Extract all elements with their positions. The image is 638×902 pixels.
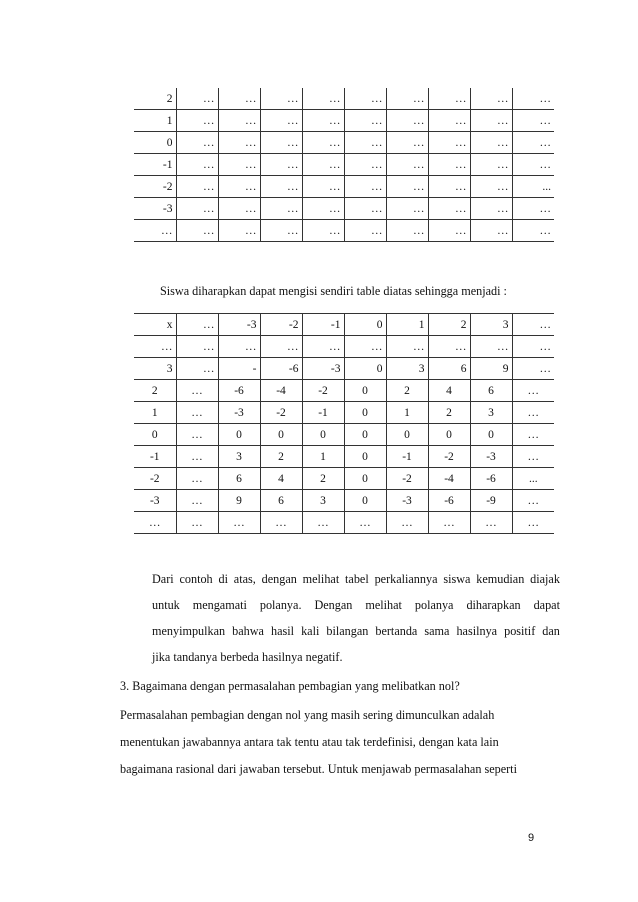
table-cell: … — [470, 220, 512, 242]
table-cell: -6 — [428, 490, 470, 512]
table-cell: 1 — [302, 446, 344, 468]
table-cell: … — [176, 490, 218, 512]
table-cell: … — [260, 176, 302, 198]
table-cell: -4 — [428, 468, 470, 490]
table-cell: 0 — [218, 424, 260, 446]
table-cell: … — [386, 154, 428, 176]
table-cell: … — [176, 424, 218, 446]
table-cell: … — [176, 110, 218, 132]
table-cell: 0 — [260, 424, 302, 446]
table-cell: … — [428, 336, 470, 358]
table-cell: … — [386, 220, 428, 242]
table-cell: -2 — [260, 314, 302, 336]
table-cell: … — [470, 198, 512, 220]
table-cell: … — [218, 132, 260, 154]
table-cell: 0 — [386, 424, 428, 446]
table-cell: 0 — [344, 314, 386, 336]
table-cell: -2 — [134, 176, 176, 198]
table-cell: -2 — [302, 380, 344, 402]
table-cell: … — [428, 132, 470, 154]
table-cell: … — [428, 154, 470, 176]
table-cell: … — [386, 512, 428, 534]
table-cell: … — [344, 132, 386, 154]
table-row — [134, 336, 554, 358]
paragraph1-line1: Dari contoh di atas, dengan melihat tabel perkaliannya siswa kemudian diajak — [152, 572, 560, 586]
table-cell: ... — [512, 468, 554, 490]
table-cell: 0 — [344, 380, 386, 402]
table-cell: … — [260, 220, 302, 242]
table-cell: … — [176, 336, 218, 358]
table-cell: … — [512, 314, 554, 336]
table-cell: 0 — [344, 490, 386, 512]
table-cell: … — [512, 154, 554, 176]
table-cell: … — [302, 88, 344, 110]
table-cell: … — [134, 220, 176, 242]
table-cell: … — [176, 220, 218, 242]
table-cell: … — [302, 512, 344, 534]
table-cell: … — [344, 88, 386, 110]
table-cell: 0 — [344, 468, 386, 490]
table-cell: … — [512, 380, 554, 402]
table-row — [134, 110, 554, 132]
table-cell: … — [218, 110, 260, 132]
table-cell: … — [218, 198, 260, 220]
question-3: 3. Bagaimana dengan permasalahan pembagian yang melibatkan nol? — [120, 679, 460, 693]
table-cell: 6 — [470, 380, 512, 402]
table-cell: -1 — [134, 446, 176, 468]
table-cell: 0 — [134, 424, 176, 446]
table-cell: 4 — [428, 380, 470, 402]
table-cell: … — [218, 88, 260, 110]
table-cell: … — [176, 198, 218, 220]
table-cell: … — [470, 154, 512, 176]
table-cell: 6 — [218, 468, 260, 490]
table-cell: 0 — [428, 424, 470, 446]
table-cell: -3 — [134, 490, 176, 512]
table-row — [134, 132, 554, 154]
table-cell: 2 — [260, 446, 302, 468]
table-row — [134, 380, 554, 402]
table-cell: 0 — [344, 424, 386, 446]
table-cell: -1 — [386, 446, 428, 468]
table-cell: 1 — [134, 402, 176, 424]
table-cell: … — [512, 198, 554, 220]
intro-line: Siswa diharapkan dapat mengisi sendiri table diatas sehingga menjadi : — [160, 284, 507, 298]
table-cell: x — [134, 314, 176, 336]
table-cell: … — [512, 358, 554, 380]
table-cell: … — [386, 198, 428, 220]
table-cell: … — [512, 132, 554, 154]
table-cell: 0 — [470, 424, 512, 446]
table-cell: … — [386, 132, 428, 154]
table-row — [134, 424, 554, 446]
table-cell: … — [344, 512, 386, 534]
table-cell: -2 — [260, 402, 302, 424]
table-cell: ... — [512, 176, 554, 198]
table-row — [134, 446, 554, 468]
table-cell: … — [134, 336, 176, 358]
table-cell: -2 — [386, 468, 428, 490]
table-row — [134, 88, 554, 110]
table-cell: … — [302, 154, 344, 176]
table-cell: 9 — [218, 490, 260, 512]
table-cell: 2 — [134, 380, 176, 402]
table-cell: … — [344, 154, 386, 176]
table-cell: … — [176, 446, 218, 468]
table-cell: … — [176, 380, 218, 402]
table-row — [134, 176, 554, 198]
page-number: 9 — [528, 832, 535, 844]
table-cell: … — [470, 110, 512, 132]
table-cell: … — [176, 132, 218, 154]
table-cell: … — [344, 220, 386, 242]
table-cell: … — [512, 512, 554, 534]
table-cell: -4 — [260, 380, 302, 402]
table-cell: 2 — [386, 380, 428, 402]
table-cell: … — [512, 446, 554, 468]
table-row — [134, 220, 554, 242]
table-cell: 0 — [344, 446, 386, 468]
table-cell: -1 — [302, 402, 344, 424]
table-cell: 6 — [260, 490, 302, 512]
table-cell: … — [260, 132, 302, 154]
table-cell: … — [428, 176, 470, 198]
table-cell: … — [176, 88, 218, 110]
table-cell: 0 — [344, 358, 386, 380]
table-cell: … — [428, 220, 470, 242]
table-cell: -1 — [302, 314, 344, 336]
table-cell: … — [428, 88, 470, 110]
table-cell: … — [134, 512, 176, 534]
table-cell: -3 — [470, 446, 512, 468]
table-cell: -6 — [218, 380, 260, 402]
table-cell: 0 — [344, 402, 386, 424]
table-cell: … — [260, 110, 302, 132]
table-cell: … — [302, 198, 344, 220]
table-cell: … — [176, 512, 218, 534]
table-cell: … — [512, 490, 554, 512]
table-cell: … — [302, 132, 344, 154]
table-cell: … — [512, 424, 554, 446]
paragraph1-line2: untuk mengamati polanya. Dengan melihat polanya diharapkan dapat — [152, 598, 560, 612]
table-cell: 0 — [302, 424, 344, 446]
table-cell: 6 — [428, 358, 470, 380]
table-cell: … — [260, 198, 302, 220]
table-cell: … — [470, 176, 512, 198]
table-cell: 2 — [302, 468, 344, 490]
table-cell: … — [512, 110, 554, 132]
table-cell: … — [302, 220, 344, 242]
table-cell: -3 — [386, 490, 428, 512]
paragraph2-line3: bagaimana rasional dari jawaban tersebut. Untuk menjawab permasalahan seperti — [120, 762, 517, 776]
paragraph2-line1: Permasalahan pembagian dengan nol yang masih sering dimunculkan adalah — [120, 708, 495, 722]
table-cell: - — [218, 358, 260, 380]
table-row — [134, 512, 554, 534]
table-cell: -3 — [302, 358, 344, 380]
table-cell: … — [428, 512, 470, 534]
table-cell: 4 — [260, 468, 302, 490]
table-cell: 3 — [134, 358, 176, 380]
table-cell: … — [176, 402, 218, 424]
table-cell: … — [260, 336, 302, 358]
table-cell: … — [176, 314, 218, 336]
table-cell: -3 — [218, 402, 260, 424]
table-cell: … — [386, 176, 428, 198]
table-cell: 1 — [134, 110, 176, 132]
table-row — [134, 314, 554, 336]
table-row — [134, 490, 554, 512]
table-cell: 1 — [386, 402, 428, 424]
table-row — [134, 402, 554, 424]
paragraph1-line3: menyimpulkan bahwa hasil kali bilangan bertanda sama hasilnya positif dan — [152, 624, 560, 638]
table-cell: … — [470, 88, 512, 110]
table-cell: … — [512, 336, 554, 358]
table-cell: … — [218, 154, 260, 176]
table-cell: … — [302, 110, 344, 132]
table-cell: … — [470, 512, 512, 534]
table-cell: … — [386, 110, 428, 132]
table-row — [134, 358, 554, 380]
table-cell: -3 — [218, 314, 260, 336]
table-cell: … — [176, 176, 218, 198]
table-cell: -6 — [470, 468, 512, 490]
table-cell: … — [470, 132, 512, 154]
table-row — [134, 198, 554, 220]
table-cell: … — [218, 512, 260, 534]
table-cell: -6 — [260, 358, 302, 380]
table-cell: -2 — [134, 468, 176, 490]
table-cell: … — [302, 336, 344, 358]
table-cell: … — [218, 336, 260, 358]
table-cell: 9 — [470, 358, 512, 380]
paragraph2-line2: menentukan jawabannya antara tak tentu atau tak terdefinisi, dengan kata lain — [120, 735, 499, 749]
table-cell: … — [428, 110, 470, 132]
table-cell: … — [260, 154, 302, 176]
table-cell: -1 — [134, 154, 176, 176]
table-row — [134, 468, 554, 490]
table-cell: 2 — [134, 88, 176, 110]
table-cell: 3 — [470, 402, 512, 424]
table-cell: … — [218, 176, 260, 198]
table-cell: 3 — [470, 314, 512, 336]
table-cell: … — [512, 88, 554, 110]
table-cell: … — [344, 198, 386, 220]
table-cell: … — [512, 220, 554, 242]
paragraph1-line4: jika tandanya berbeda hasilnya negatif. — [152, 650, 343, 664]
table-cell: … — [218, 220, 260, 242]
table-cell: … — [470, 336, 512, 358]
table-cell: … — [176, 358, 218, 380]
multiplication-table-filled — [134, 313, 554, 534]
table-cell: … — [260, 512, 302, 534]
table-cell: 2 — [428, 402, 470, 424]
table-row — [134, 154, 554, 176]
table-cell: … — [260, 88, 302, 110]
table-cell: 3 — [302, 490, 344, 512]
table-cell: … — [512, 402, 554, 424]
table-cell: … — [344, 336, 386, 358]
table-cell: … — [386, 88, 428, 110]
table-cell: -2 — [428, 446, 470, 468]
table-cell: … — [344, 110, 386, 132]
table-cell: 3 — [386, 358, 428, 380]
table-cell: … — [386, 336, 428, 358]
table-cell: -9 — [470, 490, 512, 512]
table-cell: 1 — [386, 314, 428, 336]
table-cell: -3 — [134, 198, 176, 220]
table-cell: … — [344, 176, 386, 198]
table-cell: … — [428, 198, 470, 220]
multiplication-table-empty — [134, 88, 554, 242]
table-cell: … — [176, 468, 218, 490]
table-cell: … — [302, 176, 344, 198]
table-cell: 2 — [428, 314, 470, 336]
table-cell: 0 — [134, 132, 176, 154]
table-cell: 3 — [218, 446, 260, 468]
table-cell: … — [176, 154, 218, 176]
